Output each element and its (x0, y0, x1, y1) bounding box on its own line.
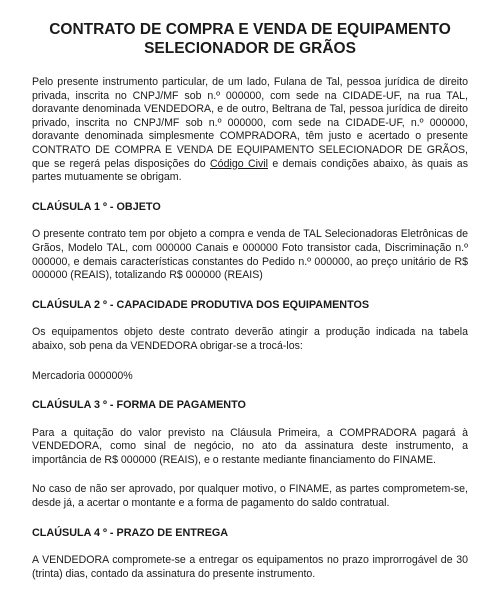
title-line-1: CONTRATO DE COMPRA E VENDA DE EQUIPAMENTO (49, 21, 451, 38)
clausula-3-heading: CLAÚSULA 3 º - FORMA DE PAGAMENTO (32, 399, 246, 412)
clausula-4-heading: CLAÚSULA 4 º - PRAZO DE ENTREGA (32, 526, 229, 539)
clausula-3-text-1: Para a quitação do valor previsto na Cláusula Primeira, a COMPRADORA pagará à VENDEDORA, como sinal de negócio, no ato da assinatura deste instrumento, a importância de R$ 000000 (REAIS), e o restante mediante financiamento do FINAME. (32, 426, 468, 466)
mercadoria-line: Mercadoria 000000% (32, 369, 133, 382)
intro-paragraph (32, 76, 468, 185)
clausula-2-heading: CLAÚSULA 2 º - CAPACIDADE PRODUTIVA DOS EQUIPAMENTOS (32, 298, 370, 311)
clausula-3-text-2: No caso de não ser aprovado, por qualquer motivo, o FINAME, as partes comprometem-se, desde já, a acertar o montante e a forma de pagamento do saldo contratual. (32, 483, 468, 510)
intro-text-before: Pelo presente instrumento particular, de um lado, Fulana de Tal, pessoa jurídica de direito privada, inscrita no CNPJ/MF sob n.º 000000, com sede na CIDADE-UF, na rua TAL, doravante denominada VENDEDORA, e de outro, Beltrana de Tal, pessoa jurídica de direito privado, inscrita no CNPJ/MF sob n.º 000000, com sede na CIDADE-UF, n.º 000000, doravante denominada simplesmente COMPRADORA, têm justo e acertado o presente CONTRATO DE COMPRA E VENDA DE EQUIPAMENTO SELECIONADOR DE GRÃOS, que se regerá pelas disposições do (32, 76, 468, 170)
clausula-1-heading: CLAÚSULA 1 º - OBJETO (32, 200, 161, 213)
clausula-2-text: Os equipamentos objeto deste contrato deverão atingir a produção indicada na tabela abaixo, sob pena da VENDEDORA obrigar-se a trocá-los: (32, 326, 468, 352)
clausula-1-text: O presente contrato tem por objeto a compra e venda de TAL Selecionadoras Eletrônicas de Grãos, Modelo TAL, com 000000 Canais e 000000 Foto transistor cada, Discriminação n.º 000000, e demais características constantes do Pedido n.º 000000, ao preço unitário de R$ 000000 (REAIS), totalizando R$ 000000 (REAIS) (32, 228, 468, 282)
title-line-2: SELECIONADOR DE GRÃOS (144, 40, 356, 57)
document-title (32, 20, 468, 58)
intro-text-after: e demais condições abaixo, às quais as partes mutuamente se obrigam. (32, 157, 469, 184)
clausula-4-text: A VENDEDORA compromete-se a entregar os equipamentos no prazo improrrogável de 30 (trinta) dias, contado da assinatura do presente instrumento. (32, 554, 468, 580)
codigo-civil-link[interactable]: Código Civil (210, 157, 268, 170)
